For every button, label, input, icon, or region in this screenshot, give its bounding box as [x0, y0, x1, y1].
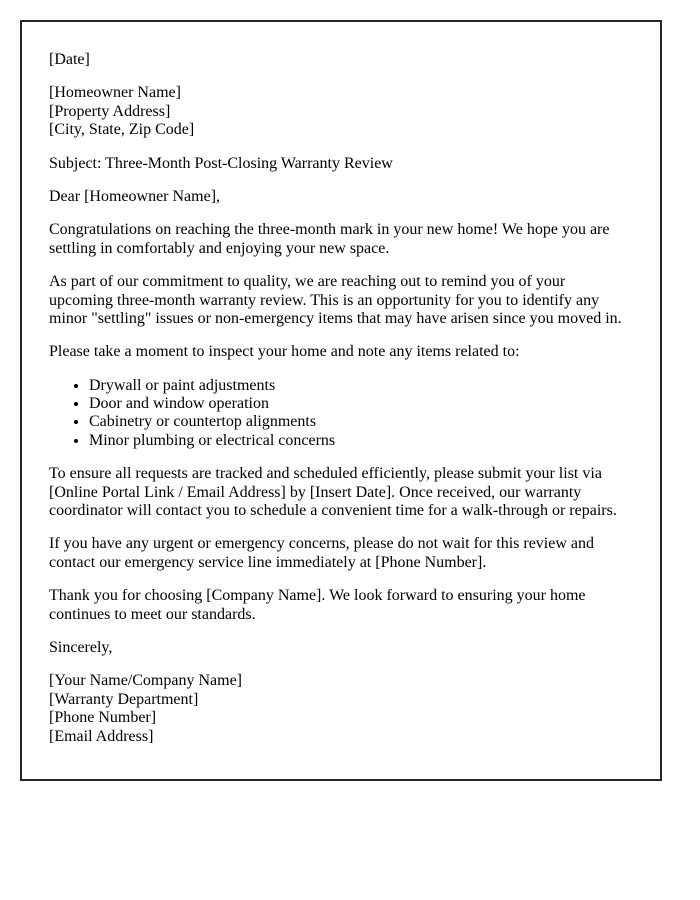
- closing: Sincerely,: [49, 638, 113, 656]
- recipient-address: [Property Address]: [49, 102, 171, 120]
- signature-name: [Your Name/Company Name]: [49, 672, 243, 690]
- paragraph-commitment: As part of our commitment to quality, we are reaching out to remind you of your upcoming three-month warranty review. This is an opportunity for you to identify any minor "settling" issues or non-emergency items that may have arisen since you moved in.: [49, 273, 622, 327]
- signature-department: [Warranty Department]: [49, 690, 199, 708]
- salutation: Dear [Homeowner Name],: [49, 187, 221, 205]
- checklist-item-doors-windows: • Door and window operation: [89, 395, 632, 413]
- letter-page: [20, 20, 662, 781]
- paragraph-congratulations: Congratulations on reaching the three-month mark in your new home! We hope you are settling in comfortably and enjoying your new space.: [49, 221, 610, 257]
- signature-email: [Email Address]: [49, 727, 154, 745]
- recipient-city-state-zip: [City, State, Zip Code]: [49, 121, 195, 139]
- letter-date: [Date]: [49, 51, 90, 68]
- checklist: [49, 377, 632, 451]
- paragraph-inspect-intro: Please take a moment to inspect your home and note any items related to:: [49, 343, 520, 361]
- checklist-item-plumbing-electrical: • Minor plumbing or electrical concerns: [89, 432, 632, 450]
- paragraph-thanks: Thank you for choosing [Company Name]. We look forward to ensuring your home continues to meet our standards.: [49, 587, 586, 623]
- recipient-block: [49, 84, 632, 139]
- signature-block: [49, 672, 632, 746]
- checklist-item-cabinetry: • Cabinetry or countertop alignments: [89, 413, 632, 431]
- paragraph-urgent: If you have any urgent or emergency concerns, please do not wait for this review and contact our emergency service line immediately at [Phone Number].: [49, 535, 594, 571]
- subject-line: Subject: Three-Month Post-Closing Warranty Review: [49, 154, 393, 172]
- paragraph-submission: To ensure all requests are tracked and scheduled efficiently, please submit your list via [Online Portal Link / Email Address] by [Insert Date]. Once received, our warranty coordinator will contact you to schedule a convenient time for a walk-through or repairs.: [49, 465, 617, 520]
- checklist-item-drywall: • Drywall or paint adjustments: [89, 377, 632, 395]
- signature-phone: [Phone Number]: [49, 709, 157, 727]
- recipient-name: [Homeowner Name]: [49, 84, 181, 102]
